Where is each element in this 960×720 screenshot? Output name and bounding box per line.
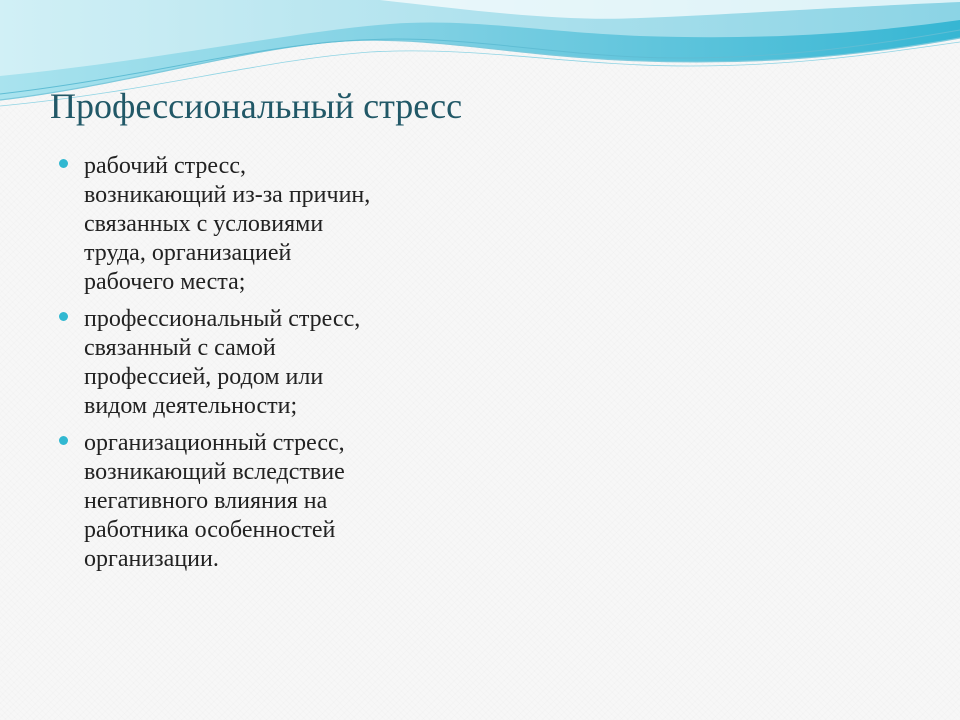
bullet-list <box>57 152 487 582</box>
bullet-dot-icon <box>59 312 68 321</box>
bullet-dot-icon <box>59 436 68 445</box>
bullet-item <box>57 152 487 297</box>
bullet-item <box>57 305 487 421</box>
bullet-dot-icon <box>59 159 68 168</box>
bullet-text: профессиональный стресс, связанный с самой профессией, родом или видом деятельности; <box>84 306 361 419</box>
bullet-text: организационный стресс, возникающий вследствие негативного влияния на работника особенностей организации. <box>84 430 345 572</box>
bullet-item <box>57 429 487 574</box>
bullet-text: рабочий стресс, возникающий из-за причин, связанных с условиями труда, организацией рабочего места; <box>84 153 371 295</box>
slide-title: Профессиональный стресс <box>50 86 463 126</box>
